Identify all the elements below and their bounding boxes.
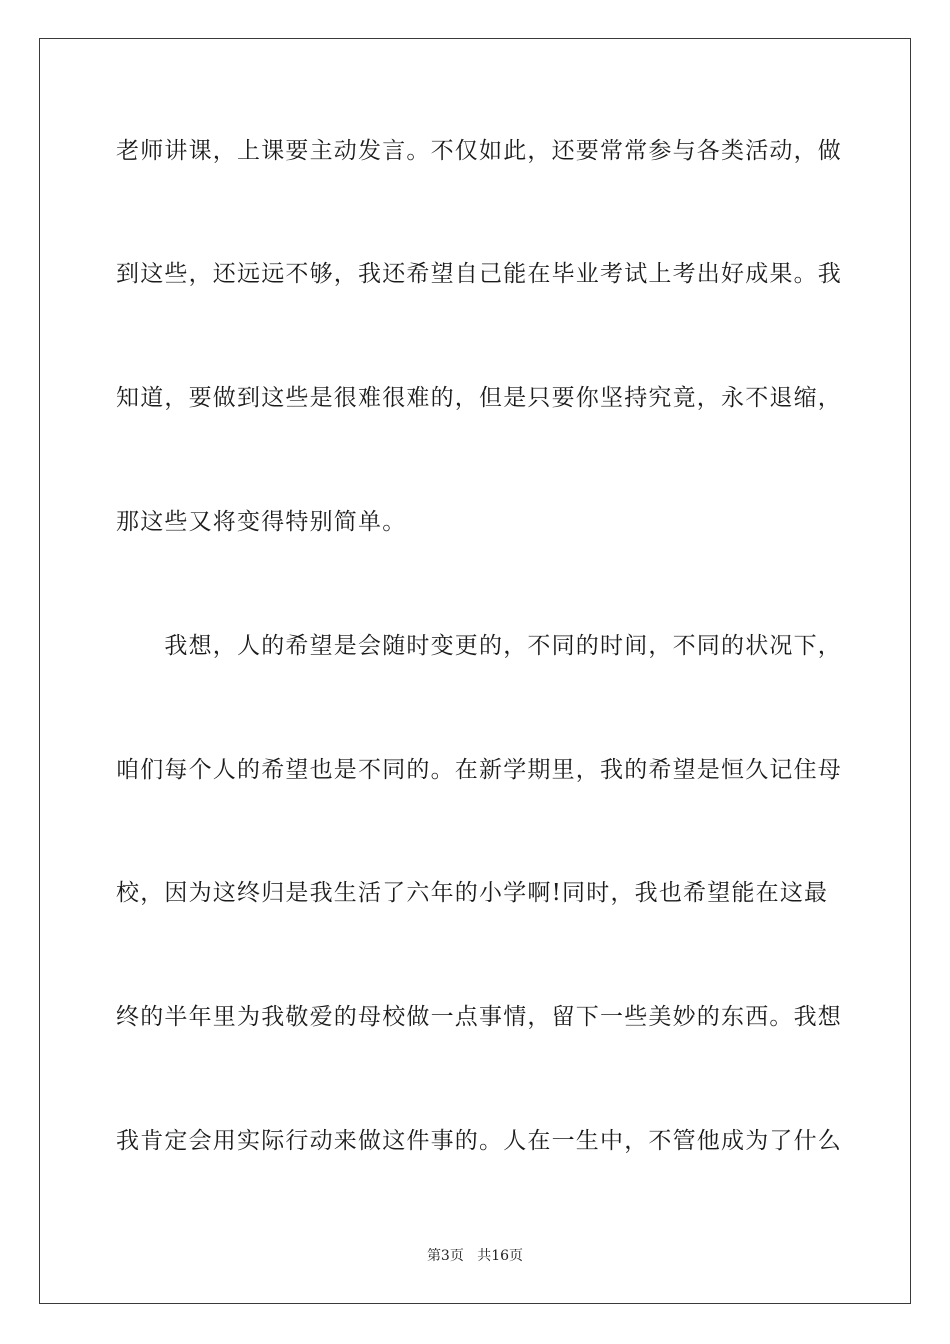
text-line-1: 老师讲课，上课要主动发言。不仅如此，还要常常参与各类活动，做	[116, 138, 842, 164]
text-line-6: 咱们每个人的希望也是不同的。在新学期里，我的希望是恒久记住母	[116, 757, 842, 783]
page-total: 共16页	[477, 1248, 524, 1264]
page-footer	[0, 1246, 950, 1266]
text-line-4: 那这些又将变得特别简单。	[116, 509, 407, 535]
text-line-8: 终的半年里为我敬爱的母校做一点事情，留下一些美妙的东西。我想	[116, 1004, 842, 1030]
page-frame	[39, 38, 911, 1304]
text-line-7: 校，因为这终归是我生活了六年的小学啊!同时，我也希望能在这最	[116, 880, 829, 906]
text-line-5: 我想，人的希望是会随时变更的，不同的时间，不同的状况下，	[116, 633, 842, 659]
text-line-9: 我肯定会用实际行动来做这件事的。人在一生中，不管他成为了什么	[116, 1128, 842, 1154]
text-line-3: 知道，要做到这些是很难很难的，但是只要你坚持究竟，永不退缩，	[116, 385, 842, 411]
page-number: 第3页	[426, 1248, 464, 1264]
text-line-2: 到这些，还远远不够，我还希望自己能在毕业考试上考出好成果。我	[116, 261, 842, 287]
